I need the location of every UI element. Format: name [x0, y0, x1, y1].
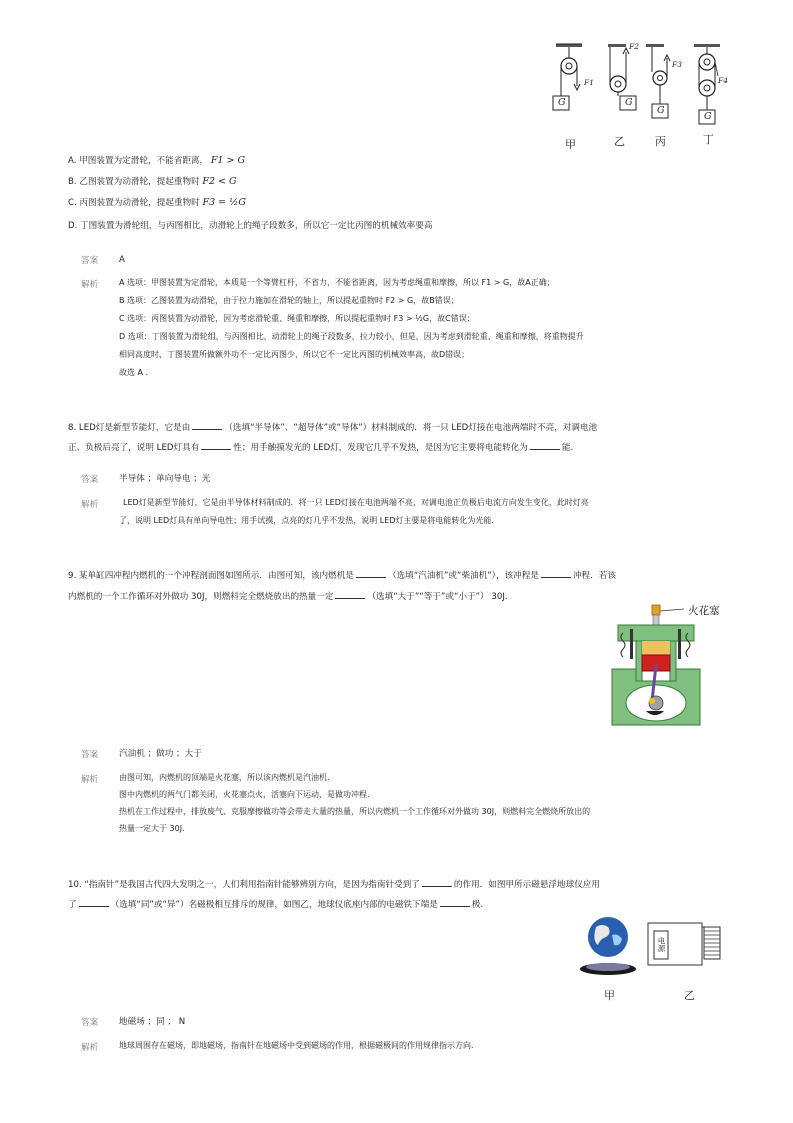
pulley-figure	[548, 40, 738, 152]
answer-text: 半导体 ；单向导电 ；光	[119, 474, 211, 484]
q9-line-2: 内燃机的一个工作循环对外做功 30J，则燃料完全燃烧放出的热量一定 （选填“大于”“等于”或“小于”） 30J.	[68, 592, 508, 602]
analysis-label: 解析	[81, 280, 99, 290]
globe-figure	[574, 913, 734, 1003]
answer-blank	[422, 878, 452, 887]
analysis-line: 相同高度时，丁图装置所做额外功不一定比丙图少，所以它不一定比丙图的机械效率高，故D错误；	[119, 350, 470, 359]
maglev-globe-diagram	[574, 913, 734, 983]
answer-text: 地磁场 ；同 ； N	[119, 1017, 186, 1027]
answer-label: 答案	[81, 1018, 99, 1028]
option-b: B. 乙图装置为动滑轮，提起重物时 F2 < G	[68, 176, 237, 187]
analysis-label: 解析	[81, 500, 99, 510]
q8-line-1: 8. LED灯是新型节能灯，它是由 （选填“半导体”、“超导体”或“导体”）材料制成的．将一只 LED灯接在电池两端时不亮，对调电池	[68, 423, 598, 433]
option-a: A. 甲图装置为定滑轮，不能省距离， F1 > G	[68, 155, 246, 166]
answer-blank	[201, 441, 231, 450]
analysis-block	[119, 276, 584, 384]
analysis-line: 图中内燃机的两气门都关闭，火花塞点火，活塞向下运动，是做功冲程.	[119, 790, 370, 799]
analysis-block	[119, 771, 590, 839]
analysis-line: 热量一定大于 30J.	[119, 824, 185, 833]
analysis-line: D 选项：丁图装置为滑轮组，与丙图相比，动滑轮上的绳子段数多，拉力较小，但是，因为考虑到滑轮重、绳重和摩擦，将重物提升	[119, 332, 584, 341]
q10-line-1: 10. “指南针”是我国古代四大发明之一，人们利用指南针能够辨别方向，是因为指南针受到了 的作用．如图甲所示磁悬浮地球仪应用	[68, 880, 600, 890]
analysis-line: C 选项：丙图装置为动滑轮，因为考虑滑轮重、绳重和摩擦，所以提起重物时 F3 > ½G，故C错误；	[119, 314, 475, 323]
analysis-line: 了，说明 LED灯具有单向导电性；用手试摸，点亮的灯几乎不发热，说明 LED灯主要是将电能转化为光能.	[119, 516, 494, 525]
analysis-line: LED灯是新型节能灯，它是由半导体材料制成的．将一只 LED灯接在电池两端不亮，对调电池正负极后电流方向发生变化，此时灯亮	[123, 498, 589, 507]
option-c: C. 丙图装置为动滑轮，提起重物时 F3 = ½G	[68, 197, 246, 208]
analysis-label: 解析	[81, 1043, 99, 1053]
force-label-f1: F1	[584, 78, 594, 87]
answer-blank	[335, 590, 365, 599]
figure-caption-yi: 乙	[684, 989, 695, 1002]
analysis-line: 故选 A .	[119, 368, 149, 377]
force-label-f2: F2	[629, 42, 639, 51]
answer-blank	[530, 441, 560, 450]
analysis-line: 由图可知，内燃机的顶端是火花塞，所以该内燃机是汽油机.	[119, 773, 330, 782]
analysis-block	[119, 496, 589, 532]
force-label-f4: F4	[718, 76, 728, 85]
answer-blank	[79, 898, 109, 907]
engine-diagram	[608, 603, 728, 731]
answer-label: 答案	[81, 256, 99, 266]
answer-label: 答案	[81, 475, 99, 485]
answer-blank	[356, 569, 386, 578]
weight-label: G	[558, 97, 566, 108]
analysis-line: 地球周围存在磁场，即地磁场，指南针在地磁场中受到磁场的作用，根据磁极间的作用规律指示方向.	[119, 1041, 474, 1050]
answer-blank	[541, 569, 571, 578]
engine-figure	[608, 603, 728, 731]
force-label-f3: F3	[672, 60, 682, 69]
analysis-line: 热机在工作过程中，排放废气、克服摩擦做功等会带走大量的热量，所以内燃机一个工作循环对外做功 30J，则燃料完全燃烧所放出的	[119, 807, 591, 816]
weight-label: G	[704, 111, 712, 122]
figure-caption-jia: 甲	[565, 138, 576, 151]
analysis-block	[119, 1039, 474, 1056]
weight-label: G	[625, 97, 633, 108]
figure-caption-yi: 乙	[614, 135, 625, 148]
figure-caption-bing: 丙	[655, 135, 666, 148]
weight-label: G	[657, 105, 665, 116]
q8-line-2: 正、负极后亮了，说明 LED灯具有 性；用手触摸发光的 LED灯，发现它几乎不发热，是因为它主要将电能转化为 能.	[68, 443, 574, 453]
q9-line-1: 9. 某单缸四冲程内燃机的一个冲程剖面图如图所示．由图可知，该内燃机是 （选填“汽油机”或“柴油机”），该冲程是 冲程．若该	[68, 571, 616, 581]
power-source-label: 电源	[657, 937, 666, 952]
answer-label: 答案	[81, 750, 99, 760]
analysis-label: 解析	[81, 775, 99, 785]
answer-blank	[440, 898, 470, 907]
figure-caption-jia: 甲	[604, 989, 615, 1002]
option-d: D. 丁图装置为滑轮组，与丙图相比，动滑轮上的绳子段数多，所以它一定比丙图的机械效率要高	[68, 221, 433, 231]
answer-blank	[192, 421, 222, 430]
answer-text: 汽油机 ；做功 ；大于	[119, 749, 202, 759]
analysis-line: B 选项：乙图装置为动滑轮，由于拉力施加在滑轮的轴上，所以提起重物时 F2 > G，故B错误；	[119, 296, 459, 305]
figure-caption-ding: 丁	[703, 133, 714, 146]
q10-line-2: 了 （选填“同”或“异”）名磁极相互排斥的规律，如图乙，地球仪底座内部的电磁铁下端是 极.	[68, 900, 484, 910]
spark-plug-label: 火花塞	[688, 605, 720, 617]
answer-text: A	[119, 255, 125, 265]
analysis-line: A 选项：甲图装置为定滑轮，本质是一个等臂杠杆，不省力，不能省距离，因为考虑绳重和摩擦，所以 F1 > G，故A正确；	[119, 278, 555, 287]
